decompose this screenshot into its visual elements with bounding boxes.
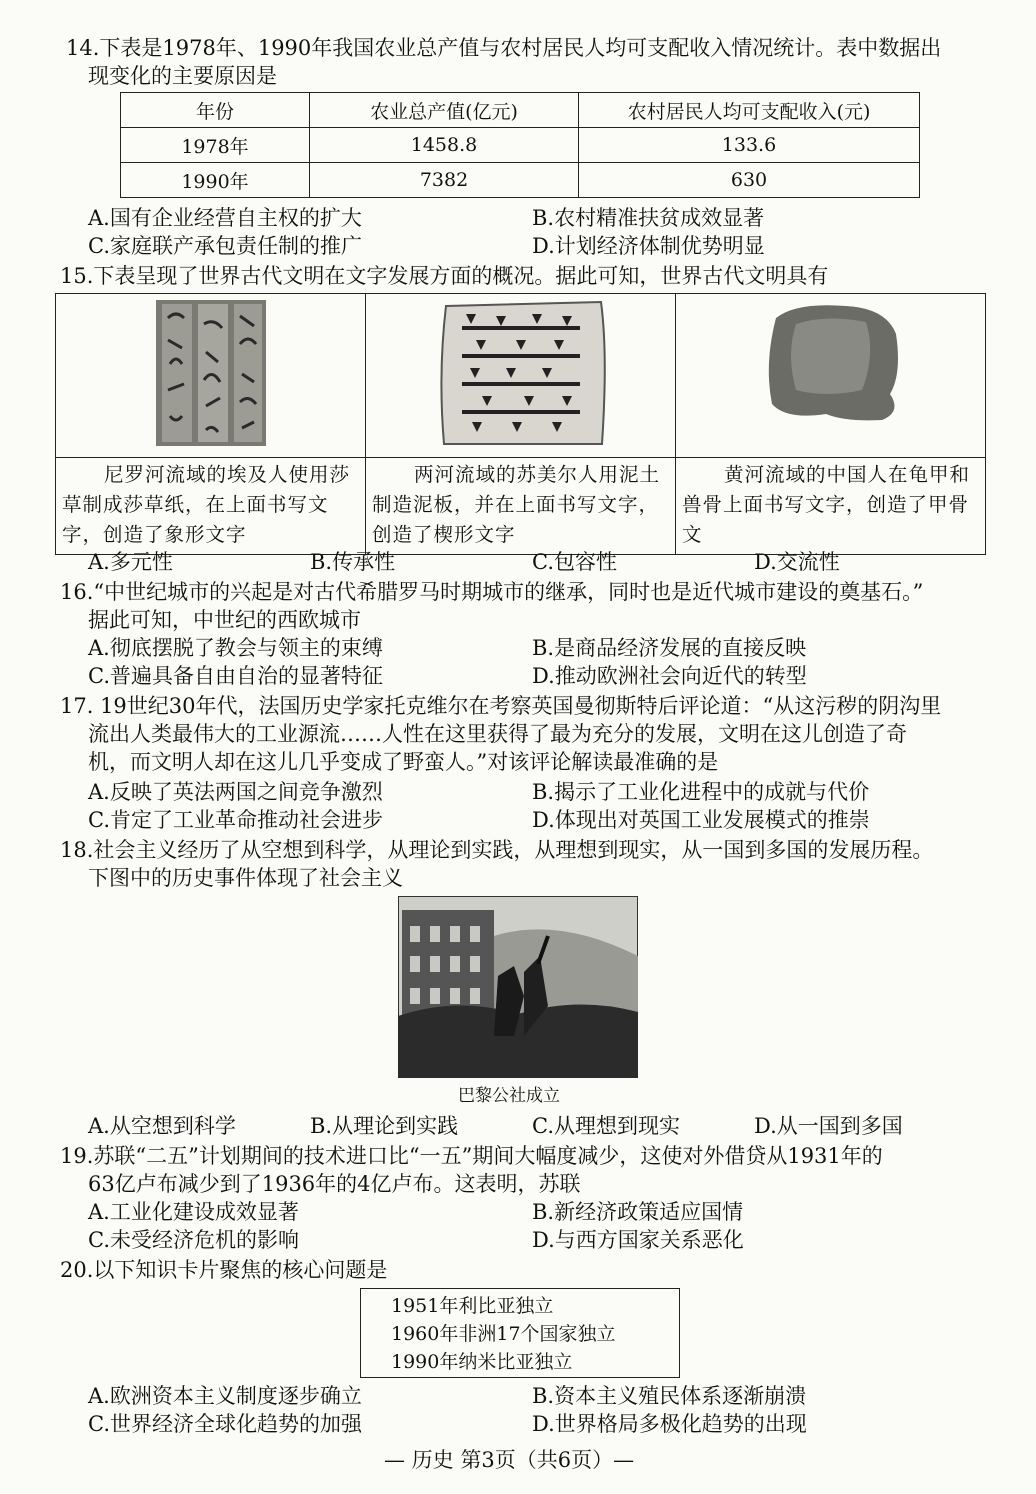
q14-option-d[interactable]: D.计划经济体制优势明显 xyxy=(532,234,765,258)
header-income: 农村居民人均可支配收入(元) xyxy=(579,93,920,128)
cell-income: 133.6 xyxy=(579,128,920,163)
china-image-cell xyxy=(676,294,986,458)
q17-option-a[interactable]: A.反映了英法两国之间竞争激烈 xyxy=(88,780,383,804)
q16-stem-line1: 16.“中世纪城市的兴起是对古代希腊罗马时期城市的继承，同时也是近代城市建设的奠基石。” xyxy=(60,580,924,604)
oracle-bone-image xyxy=(676,294,984,452)
header-year: 年份 xyxy=(121,93,310,128)
egypt-caption-text: 尼罗河流域的埃及人使用莎草制成莎草纸，在上面书写文字，创造了象形文字 xyxy=(62,463,351,546)
q16-option-c[interactable]: C.普遍具备自由自治的显著特征 xyxy=(88,664,383,688)
q18-option-c[interactable]: C.从理想到现实 xyxy=(532,1114,680,1138)
q19-stem-line2: 63亿卢布减少到了1936年的4亿卢布。这表明，苏联 xyxy=(88,1172,581,1196)
q14-table xyxy=(120,92,920,198)
q20-option-a[interactable]: A.欧洲资本主义制度逐步确立 xyxy=(88,1384,362,1408)
q20-option-b[interactable]: B.资本主义殖民体系逐渐崩溃 xyxy=(532,1384,807,1408)
page-footer: — 历史 第3页（共6页）— xyxy=(384,1448,635,1472)
q15-stem-line1: 15.下表呈现了世界古代文明在文字发展方面的概况。据此可知，世界古代文明具有 xyxy=(60,264,829,288)
cell-output: 1458.8 xyxy=(310,128,579,163)
q15-option-a[interactable]: A.多元性 xyxy=(88,550,173,574)
q15-table xyxy=(55,293,986,555)
q19-option-a[interactable]: A.工业化建设成效显著 xyxy=(88,1200,299,1224)
q19-option-c[interactable]: C.未受经济危机的影响 xyxy=(88,1228,299,1252)
q16-stem-line2: 据此可知，中世纪的西欧城市 xyxy=(88,608,361,632)
q20-option-c[interactable]: C.世界经济全球化趋势的加强 xyxy=(88,1412,362,1436)
q15-option-d[interactable]: D.交流性 xyxy=(754,550,840,574)
clay-tablet-cuneiform-image xyxy=(366,294,676,452)
q14-option-b[interactable]: B.农村精准扶贫成效显著 xyxy=(532,206,765,230)
q19-stem-line1: 19.苏联“二五”计划期间的技术进口比“一五”期间大幅度减少，这使对外借贷从1931年的 xyxy=(60,1144,883,1168)
card-line: 1951年利比亚独立 xyxy=(391,1295,554,1317)
cell-year: 1990年 xyxy=(121,163,310,198)
q17-stem-line1: 17. 19世纪30年代，法国历史学家托克维尔在考察英国曼彻斯特后评论道：“从这污秽的阴沟里 xyxy=(60,694,942,718)
egypt-caption xyxy=(56,458,366,555)
cell-output: 7382 xyxy=(310,163,579,198)
q17-option-b[interactable]: B.揭示了工业化进程中的成就与代价 xyxy=(532,780,870,804)
q18-stem-line1: 18.社会主义经历了从空想到科学，从理论到实践，从理想到现实，从一国到多国的发展历程。 xyxy=(60,838,934,862)
card-line: 1990年纳米比亚独立 xyxy=(391,1351,573,1373)
table-row xyxy=(121,163,920,198)
table-header-row xyxy=(121,93,920,128)
papyrus-hieroglyph-image xyxy=(56,294,364,452)
knowledge-card xyxy=(360,1288,680,1378)
egypt-image-cell xyxy=(56,294,366,458)
q19-option-b[interactable]: B.新经济政策适应国情 xyxy=(532,1200,744,1224)
sumer-caption xyxy=(366,458,676,555)
q17-stem-line3: 机，而文明人却在这儿几乎变成了野蛮人。”对该评论解读最准确的是 xyxy=(88,750,719,774)
q15-option-b[interactable]: B.传承性 xyxy=(310,550,396,574)
china-caption-text: 黄河流域的中国人在龟甲和兽骨上面书写文字，创造了甲骨文 xyxy=(682,463,971,546)
q14-option-a[interactable]: A.国有企业经营自主权的扩大 xyxy=(88,206,362,230)
q18-option-a[interactable]: A.从空想到科学 xyxy=(88,1114,236,1138)
table-row xyxy=(121,128,920,163)
q18-option-d[interactable]: D.从一国到多国 xyxy=(754,1114,903,1138)
q14-option-c[interactable]: C.家庭联产承包责任制的推广 xyxy=(88,234,362,258)
q20-option-d[interactable]: D.世界格局多极化趋势的出现 xyxy=(532,1412,807,1436)
card-line: 1960年非洲17个国家独立 xyxy=(391,1323,616,1345)
q19-option-d[interactable]: D.与西方国家关系恶化 xyxy=(532,1228,744,1252)
q14-stem-line1: 14.下表是1978年、1990年我国农业总产值与农村居民人均可支配收入情况统计。表中数据出 xyxy=(66,36,942,60)
q18-stem-line2: 下图中的历史事件体现了社会主义 xyxy=(88,866,403,890)
header-output: 农业总产值(亿元) xyxy=(310,93,579,128)
q16-option-a[interactable]: A.彻底摆脱了教会与领主的束缚 xyxy=(88,636,383,660)
q14-stem-line2: 现变化的主要原因是 xyxy=(88,64,277,88)
q18-option-b[interactable]: B.从理论到实践 xyxy=(310,1114,459,1138)
q20-stem-line1: 20.以下知识卡片聚焦的核心问题是 xyxy=(60,1258,388,1282)
sumer-image-cell xyxy=(366,294,676,458)
sumer-caption-text: 两河流域的苏美尔人用泥土制造泥板，并在上面书写文字，创造了楔形文字 xyxy=(372,463,661,546)
paris-commune-photo xyxy=(398,896,638,1078)
q17-option-c[interactable]: C.肯定了工业革命推动社会进步 xyxy=(88,808,383,832)
china-caption xyxy=(676,458,986,555)
q15-option-c[interactable]: C.包容性 xyxy=(532,550,617,574)
q17-option-d[interactable]: D.体现出对英国工业发展模式的推崇 xyxy=(532,808,870,832)
q16-option-d[interactable]: D.推动欧洲社会向近代的转型 xyxy=(532,664,807,688)
cell-income: 630 xyxy=(579,163,920,198)
photo-caption: 巴黎公社成立 xyxy=(458,1086,560,1106)
cell-year: 1978年 xyxy=(121,128,310,163)
q16-option-b[interactable]: B.是商品经济发展的直接反映 xyxy=(532,636,807,660)
q17-stem-line2: 流出人类最伟大的工业源流……人性在这里获得了最为充分的发展，文明在这儿创造了奇 xyxy=(88,722,907,746)
